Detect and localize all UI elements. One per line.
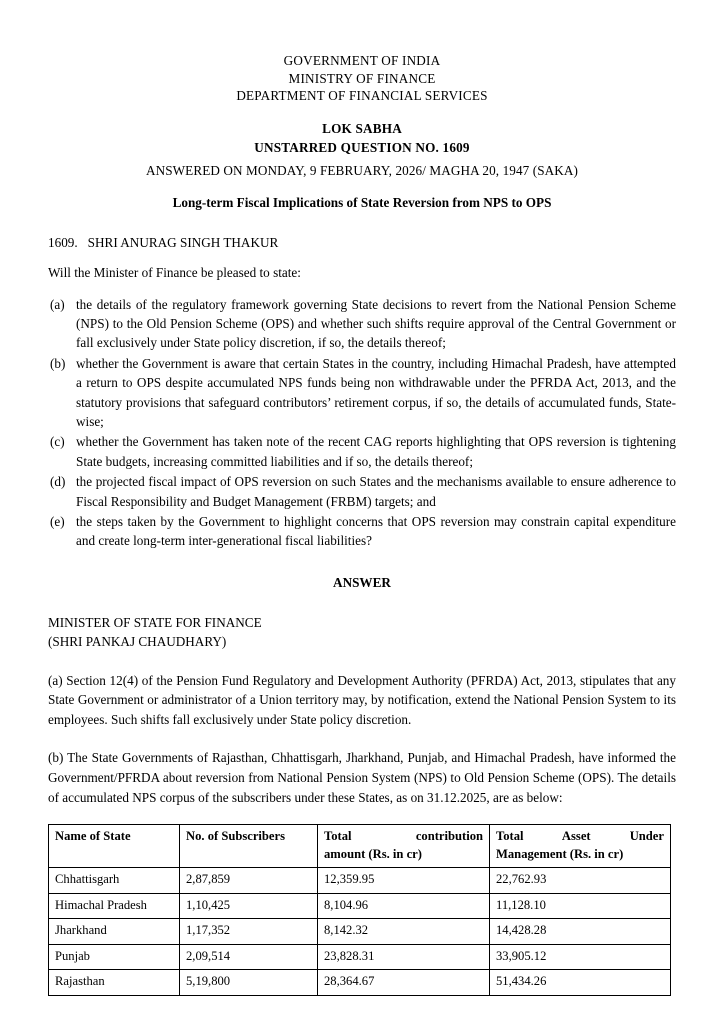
cell-state: Jharkhand <box>49 919 180 945</box>
question-clauses <box>48 295 676 551</box>
cell-contribution: 12,359.95 <box>318 868 490 894</box>
table-row <box>49 868 671 894</box>
table-row <box>49 919 671 945</box>
column-header-subscribers <box>180 825 318 868</box>
clause-e-text: the steps taken by the Government to highlight concerns that OPS reversion may constrain capital expenditure and create long-term inter-generational fiscal liabilities? <box>76 513 676 549</box>
clause-e-marker: (e) <box>50 513 65 529</box>
column-header-aum-l2: Management (Rs. in cr) <box>496 846 624 861</box>
cell-state: Himachal Pradesh <box>49 893 180 919</box>
table-header-row <box>49 825 671 868</box>
cell-aum: 22,762.93 <box>490 868 671 894</box>
cell-subscribers: 1,17,352 <box>180 919 318 945</box>
subject-title: Long-term Fiscal Implications of State Reversion from NPS to OPS <box>172 194 552 210</box>
clause-c-marker: (c) <box>50 434 65 450</box>
asker-name: SHRI ANURAG SINGH THAKUR <box>87 234 279 250</box>
ministry-header <box>48 52 676 105</box>
cell-contribution: 8,104.96 <box>318 893 490 919</box>
column-header-state-l1: Name of State <box>55 829 131 844</box>
cell-aum: 11,128.10 <box>490 893 671 919</box>
cell-aum: 14,428.28 <box>490 919 671 945</box>
column-header-contribution <box>318 825 490 868</box>
clause-d-text: the projected fiscal impact of OPS reversion on such States and the mechanisms available to ensure adherence to Fiscal Responsibility and Budget Management (FRBM) targets; and <box>76 474 676 509</box>
clause-d <box>48 472 676 511</box>
house-name: LOK SABHA <box>322 120 402 136</box>
clause-b <box>48 354 676 432</box>
cell-aum: 33,905.12 <box>490 944 671 970</box>
clause-b-text: whether the Government is aware that certain States in the country, including Himachal Pradesh, have attempted a return to OPS despite accumulated NPS funds being non withdrawable under the PFRDA Act, 2013, and the statutory provisions that safeguard contributors’ retirement corpus, if so, the details of accumulated funds, State-wise; <box>76 355 676 429</box>
question-preamble: Will the Minister of Finance be pleased to state: <box>48 264 301 280</box>
cell-state: Rajasthan <box>49 970 180 996</box>
question-number-heading: UNSTARRED QUESTION NO. 1609 <box>254 139 470 155</box>
minister-title: MINISTER OF STATE FOR FINANCE <box>48 614 262 630</box>
column-header-aum <box>490 825 671 868</box>
table-row <box>49 970 671 996</box>
cell-contribution: 23,828.31 <box>318 944 490 970</box>
cell-contribution: 8,142.32 <box>318 919 490 945</box>
clause-a-text: the details of the regulatory framework governing State decisions to revert from the National Pension Scheme (NPS) to the Old Pension Scheme (OPS) and whether such shifts require approval of the Central Government or fall exclusively under State policy discretion, if so, the details thereof; <box>76 296 676 351</box>
minister-block <box>48 613 676 652</box>
column-header-aum-l1: Total Asset Under <box>496 829 664 844</box>
answer-heading: ANSWER <box>333 574 391 590</box>
cell-state: Punjab <box>49 944 180 970</box>
column-header-contribution-l2: amount (Rs. in cr) <box>324 846 422 861</box>
clause-c <box>48 432 676 471</box>
answer-para-a: (a) Section 12(4) of the Pension Fund Regulatory and Development Authority (PFRDA) Act, 2013, stipulates that any State Government or administrator of a Union territory may, by notification, extend the National Pension System to its employees. Such shifts fall exclusively under State policy discretion. <box>48 672 676 727</box>
nps-corpus-table <box>48 824 671 996</box>
ministry-line: MINISTRY OF FINANCE <box>288 70 436 86</box>
table-row <box>49 893 671 919</box>
question-asker-line <box>48 235 676 251</box>
cell-subscribers: 2,09,514 <box>180 944 318 970</box>
answer-para-b: (b) The State Governments of Rajasthan, Chhattisgarh, Jharkhand, Punjab, and Himachal Pradesh, have informed the Government/PFRDA about reversion from National Pension System (NPS) to Old Pension Scheme (OPS). The details of accumulated NPS corpus of the subscribers under these States, as on 31.12.2025, are as below: <box>48 750 676 805</box>
cell-subscribers: 2,87,859 <box>180 868 318 894</box>
clause-e <box>48 512 676 551</box>
house-block <box>48 119 676 157</box>
column-header-subscribers-l1: No. of Subscribers <box>186 829 286 844</box>
table-row <box>49 944 671 970</box>
question-number: 1609. <box>48 234 78 250</box>
clause-b-marker: (b) <box>50 355 66 371</box>
clause-d-marker: (d) <box>50 474 66 490</box>
cell-aum: 51,434.26 <box>490 970 671 996</box>
column-header-state <box>49 825 180 868</box>
cell-state: Chhattisgarh <box>49 868 180 894</box>
clause-c-text: whether the Government has taken note of the recent CAG reports highlighting that OPS reversion is tightening State budgets, increasing committed liabilities and if so, the details thereof; <box>76 434 676 469</box>
cell-subscribers: 1,10,425 <box>180 893 318 919</box>
clause-a-marker: (a) <box>50 296 65 312</box>
department-line: DEPARTMENT OF FINANCIAL SERVICES <box>236 88 488 103</box>
answered-on-line: ANSWERED ON MONDAY, 9 FEBRUARY, 2026/ MAGHA 20, 1947 (SAKA) <box>145 162 579 178</box>
cell-contribution: 28,364.67 <box>318 970 490 996</box>
cell-subscribers: 5,19,800 <box>180 970 318 996</box>
clause-a <box>48 295 676 353</box>
minister-name: (SHRI PANKAJ CHAUDHARY) <box>48 634 227 650</box>
government-line: GOVERNMENT OF INDIA <box>283 53 441 68</box>
column-header-contribution-l1: Total contribution <box>324 829 483 844</box>
